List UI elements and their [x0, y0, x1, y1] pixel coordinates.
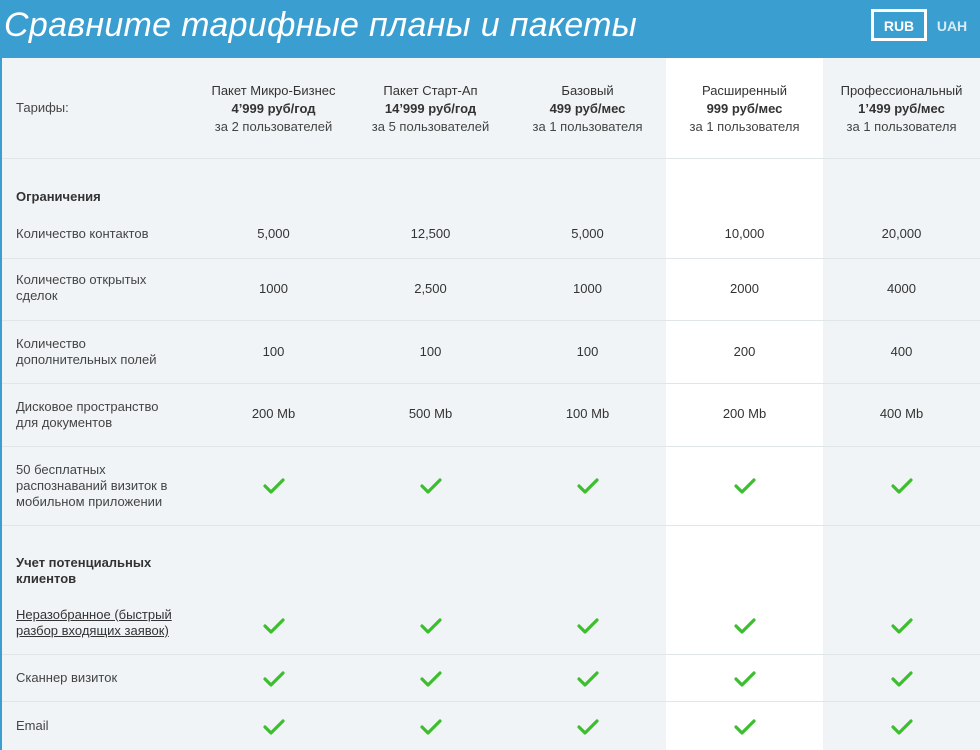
check-icon: [352, 670, 509, 693]
check-icon: [195, 477, 352, 500]
plan-header: [666, 82, 823, 136]
table-row: [2, 702, 980, 750]
section-title: Ограничения: [16, 189, 101, 204]
plan-name: Базовый: [561, 83, 614, 98]
row-value: 400 Mb: [879, 406, 924, 421]
row-value: 500 Mb: [408, 406, 453, 421]
plan-name: Расширенный: [701, 83, 788, 98]
plans-header-row: [2, 58, 980, 159]
table-row: [2, 210, 980, 259]
check-icon: [666, 617, 823, 640]
section-title: Учет потенциальных клиентов: [16, 555, 152, 586]
check-icon: [823, 718, 980, 741]
check-icon: [823, 617, 980, 640]
row-label: Количество открытых сделок: [16, 272, 147, 303]
plan-header: [823, 82, 980, 136]
row-value: 2,500: [414, 281, 447, 296]
row-value: 1000: [573, 281, 602, 296]
row-value: 20,000: [881, 226, 922, 241]
plan-users: за 2 пользователей: [214, 119, 333, 134]
row-value: 4000: [887, 281, 916, 296]
check-icon: [195, 617, 352, 640]
check-icon: [823, 670, 980, 693]
check-icon: [195, 670, 352, 693]
tariffs-label: Тарифы:: [16, 100, 69, 115]
check-icon: [509, 617, 666, 640]
page-title: Сравните тарифные планы и пакеты: [4, 6, 638, 44]
row-value: 200: [733, 344, 756, 359]
row-value: 200 Mb: [251, 406, 296, 421]
plan-users: за 1 пользователя: [846, 119, 957, 134]
plan-name: Пакет Микро-Бизнес: [211, 83, 336, 98]
plan-price: 499 руб/мес: [549, 101, 626, 116]
row-label: Количество контактов: [16, 226, 149, 241]
row-value: 10,000: [724, 226, 765, 241]
table-row: [2, 321, 980, 384]
currency-uah-button[interactable]: UAH: [936, 18, 968, 34]
check-icon: [352, 718, 509, 741]
check-icon: [509, 477, 666, 500]
plan-users: за 1 пользователя: [689, 119, 800, 134]
plan-users: за 5 пользователей: [371, 119, 490, 134]
row-label: Email: [16, 718, 49, 733]
row-label: Дисковое пространство для документов: [16, 399, 159, 430]
check-icon: [823, 477, 980, 500]
comparison-table: [2, 58, 980, 750]
row-value: 100: [419, 344, 442, 359]
plan-price: 999 руб/мес: [706, 101, 783, 116]
check-icon: [509, 718, 666, 741]
plan-name: Пакет Старт-Ап: [383, 83, 478, 98]
plan-price: 1’499 руб/мес: [858, 101, 945, 116]
check-icon: [195, 718, 352, 741]
table-row: [2, 598, 980, 655]
plan-header: [509, 82, 666, 136]
table-row: [2, 655, 980, 702]
check-icon: [666, 718, 823, 741]
table-row: [2, 384, 980, 447]
plan-price: 14’999 руб/год: [384, 101, 477, 116]
row-value: 100 Mb: [565, 406, 610, 421]
table-row: [2, 259, 980, 321]
plan-header: [352, 82, 509, 136]
plan-users: за 1 пользователя: [532, 119, 643, 134]
plan-header: [195, 82, 352, 136]
row-value: 1000: [259, 281, 288, 296]
currency-rub-button[interactable]: RUB: [871, 9, 927, 41]
plan-price: 4’999 руб/год: [231, 101, 316, 116]
check-icon: [666, 477, 823, 500]
row-label: 50 бесплатных распознаваний визиток в мобильном приложении: [16, 462, 168, 509]
page-header: [0, 0, 980, 58]
check-icon: [666, 670, 823, 693]
row-label: Сканнер визиток: [16, 670, 118, 685]
check-icon: [352, 477, 509, 500]
check-icon: [352, 617, 509, 640]
table-row: [2, 447, 980, 526]
check-icon: [509, 670, 666, 693]
row-value: 100: [262, 344, 285, 359]
row-label: Количество дополнительных полей: [16, 336, 157, 367]
plan-name: Профессиональный: [840, 83, 963, 98]
row-value: 5,000: [257, 226, 290, 241]
row-value: 2000: [730, 281, 759, 296]
row-value: 12,500: [410, 226, 451, 241]
row-value: 100: [576, 344, 599, 359]
row-value: 5,000: [571, 226, 604, 241]
row-value: 200 Mb: [722, 406, 767, 421]
row-value: 400: [890, 344, 913, 359]
unsorted-link[interactable]: Неразобранное (быстрый разбор входящих заявок): [16, 607, 172, 638]
